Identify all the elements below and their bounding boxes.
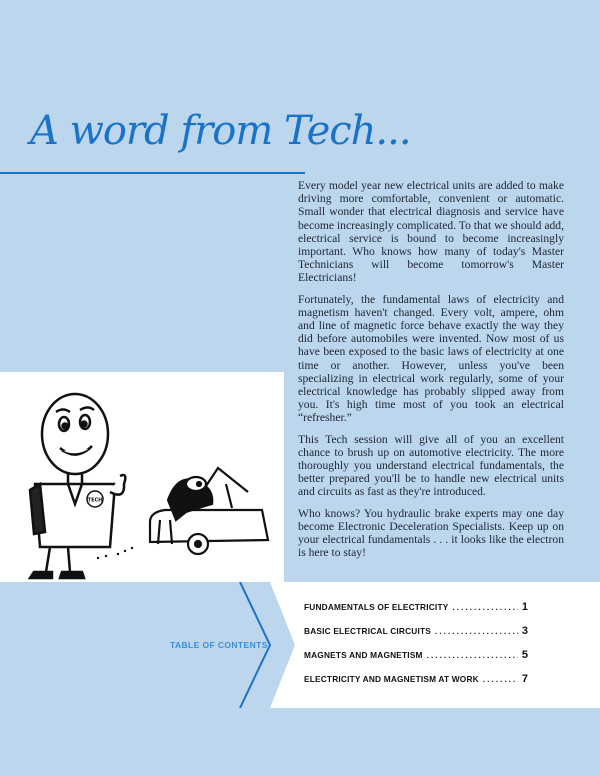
toc-leader-dots [483,674,518,684]
intro-paragraph-1: Every model year new electrical units are added to make driving more comfortable, convenient or automatic. Small wonder that electrical diagnosis and service have become increasingly complicated. To that we should add, electrical service is bound to become increasingly important. Who knows how many of today's Master Technicians will become tomorrow's Master Electricians! [298,179,564,285]
intro-paragraph-3: This Tech session will give all of you an excellent chance to brush up on automotive electricity. The more thoroughly you understand electrical fundamentals, the better prepared you'll be to handle new electrical units and circuits as fast as they're introduced. [298,432,564,499]
toc-item-page: 1 [521,601,528,613]
mascot-badge-label: TECH [87,497,103,504]
toc-list [304,601,528,697]
toc-item-page: 3 [521,625,528,637]
car-drawing [150,468,268,554]
toc-item-title: BASIC ELECTRICAL CIRCUITS [304,626,431,636]
toc-item[interactable] [304,601,528,625]
toc-item-page: 5 [521,649,528,661]
motion-marks [97,547,133,559]
toc-item-title: ELECTRICITY AND MAGNETISM AT WORK [304,674,479,684]
intro-paragraph-2: Fortunately, the fundamental laws of electricity and magnetism haven't changed. Every volt, ampere, ohm and line of magnetic force behave exactly the way they did before automobiles were invented. Now most of us have been exposed to the basic laws of electricity at one time or another. However, unless you've been specializing in electrical work regularly, some of your electrical knowledge has probably slipped away from you. It's high time most of you took an electrical “refresher.” [298,292,564,425]
title-underline [0,172,305,174]
toc-item[interactable] [304,649,528,673]
toc-item[interactable] [304,673,528,697]
mascot-figure [30,394,125,578]
intro-text [298,179,564,567]
tech-mascot-illustration [0,372,284,582]
toc-leader-dots [427,650,518,660]
illustration-panel [0,372,284,582]
toc-item-title: MAGNETS AND MAGNETISM [304,650,423,660]
toc-item-page: 7 [521,673,528,685]
toc-heading: TABLE OF CONTENTS: [170,640,272,650]
page-title: A word from Tech... [30,108,411,154]
intro-paragraph-4: Who knows? You hydraulic brake experts may one day become Electronic Deceleration Specialists. Keep up on your electrical fundamentals . . . it looks like the electron is here to stay! [298,506,564,560]
toc-item[interactable] [304,625,528,649]
toc-item-title: FUNDAMENTALS OF ELECTRICITY [304,602,449,612]
toc-leader-dots [452,602,517,612]
toc-leader-dots [435,626,518,636]
